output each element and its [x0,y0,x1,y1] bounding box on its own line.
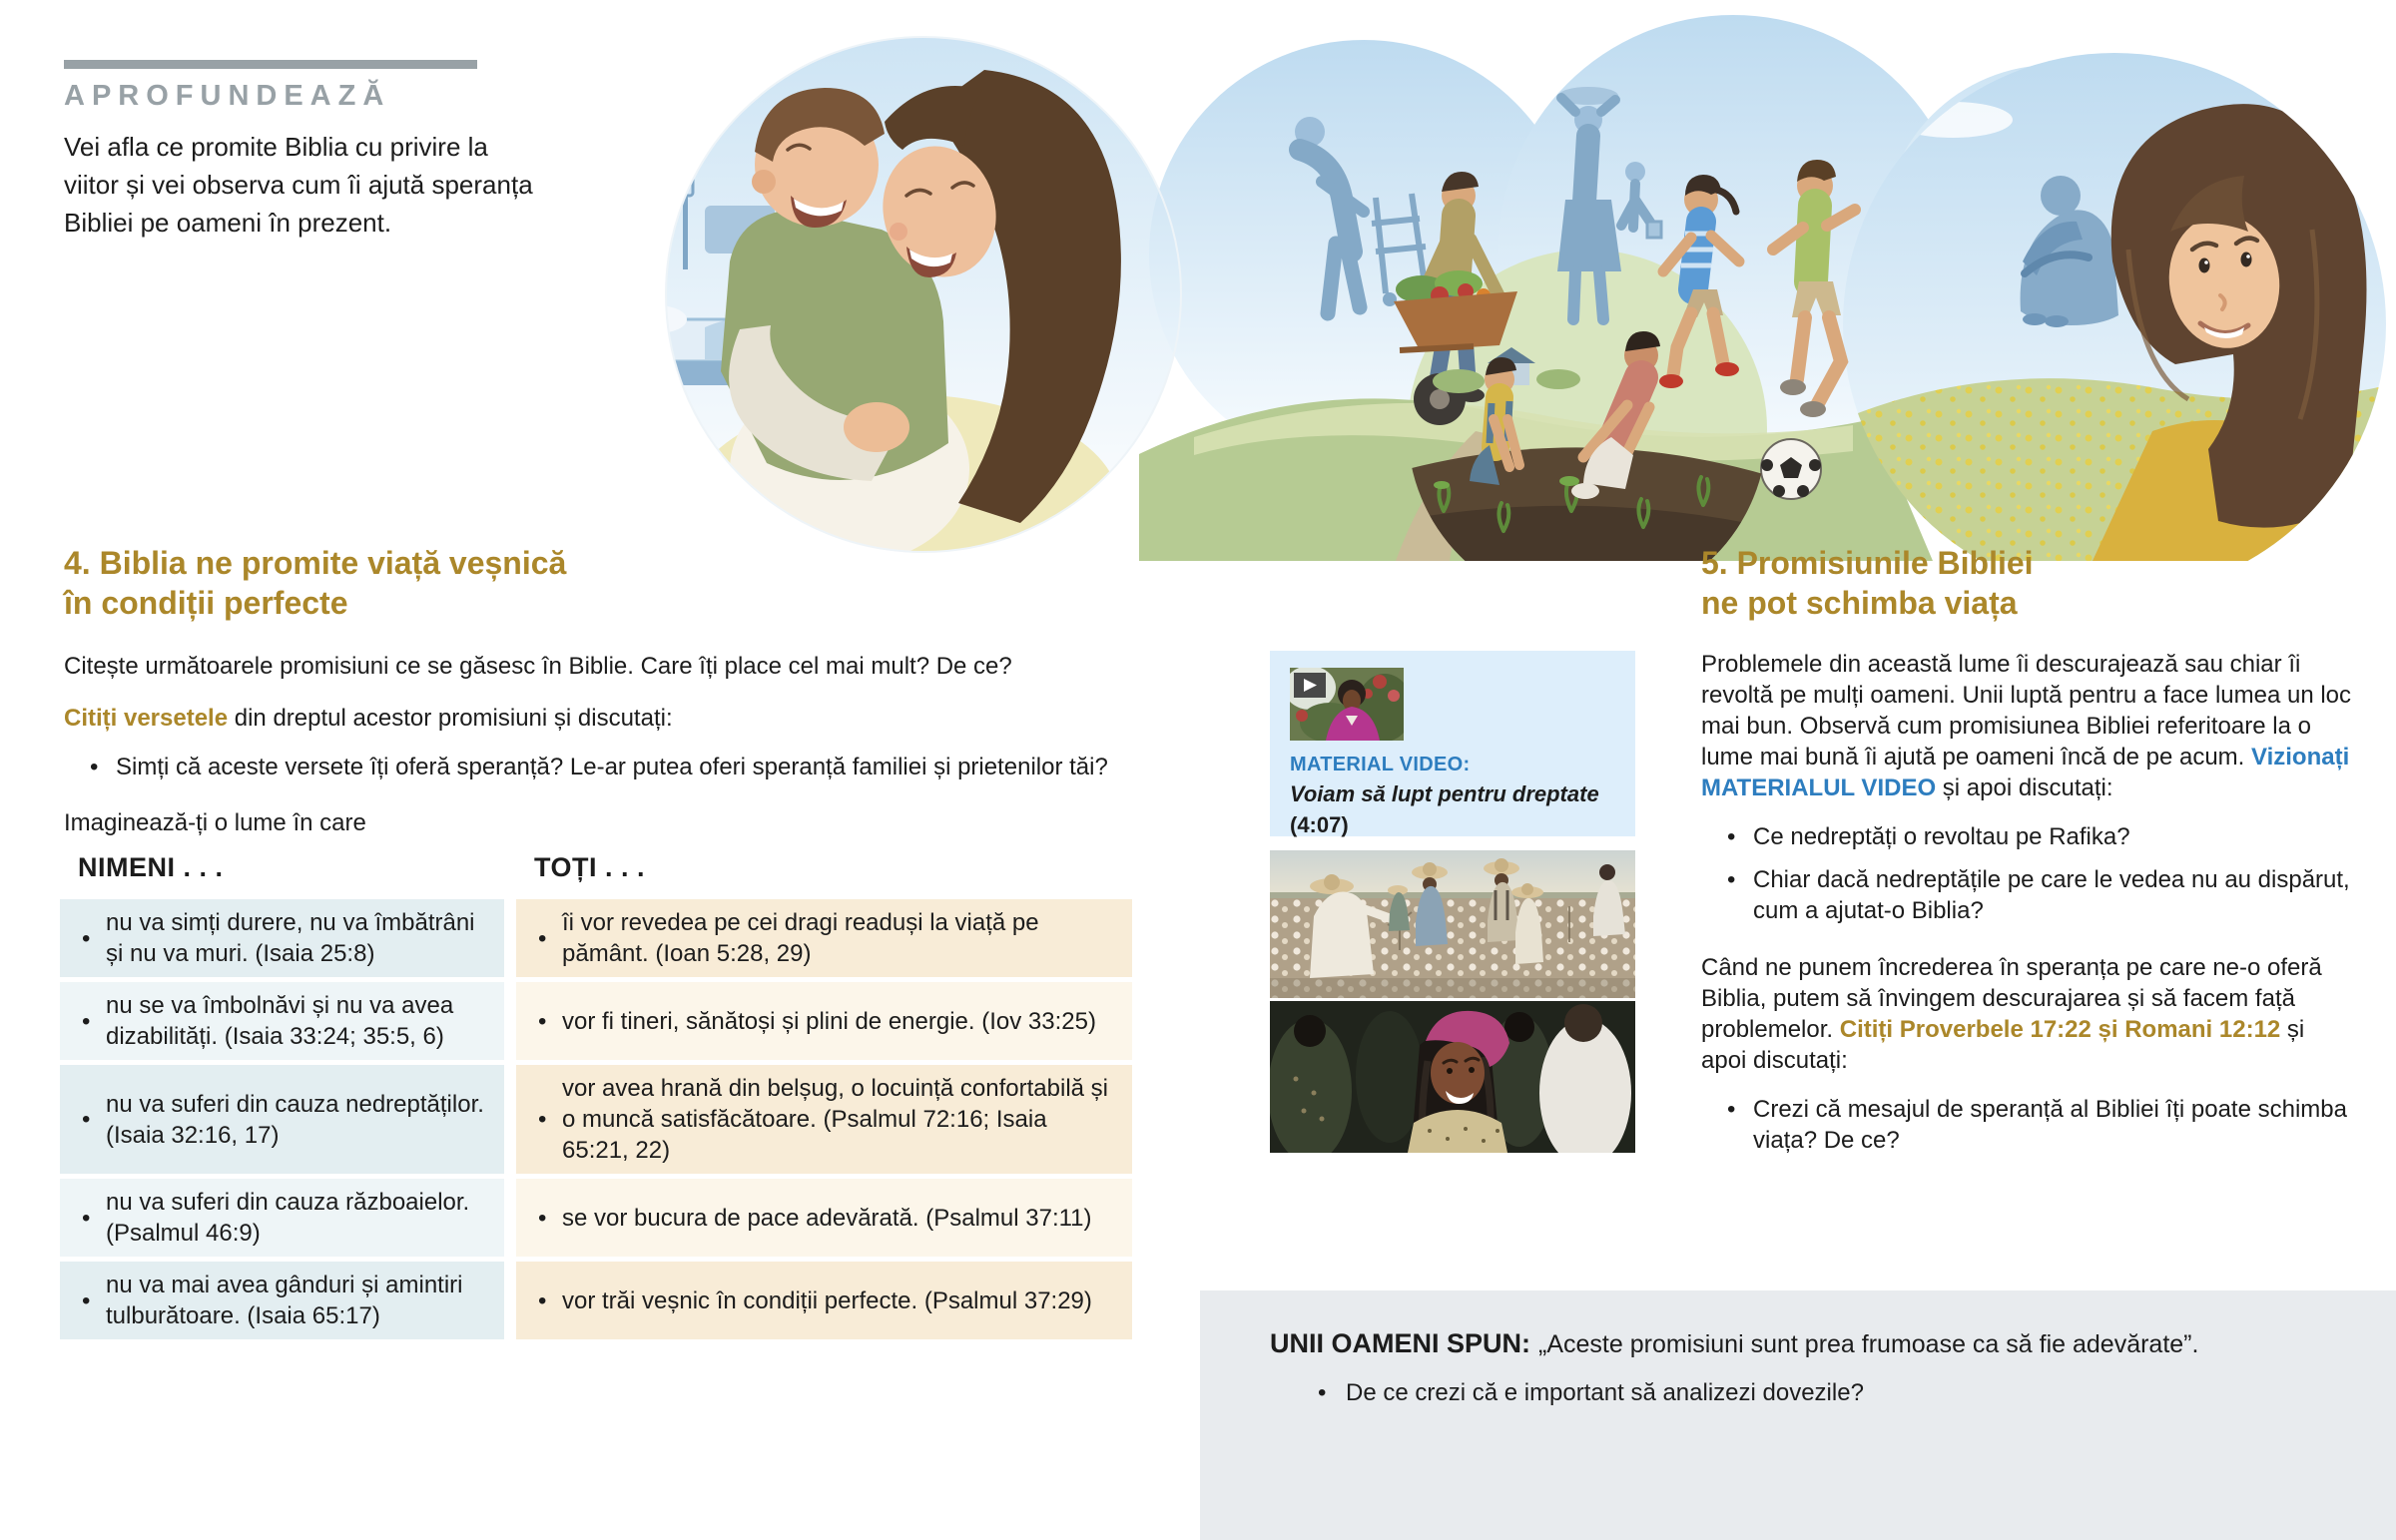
video-thumbnail[interactable] [1290,668,1404,741]
promise-text: vor fi tineri, sănătoși și plini de energie. (Iov 33:25) [562,1007,1096,1035]
question-text: Chiar dacă nedreptățile pe care le vedea nu au dispărut, cum a ajutat-o Biblia? [1753,866,2350,924]
section-5-title-line2: ne pot schimba viața [1701,585,2018,621]
some-people-say-list [1270,1377,2356,1408]
question-text: De ce crezi că e important să analizezi dovezile? [1346,1379,1864,1406]
section-5-paragraph-2 [1701,952,2355,1076]
bullet-icon: • [538,924,547,952]
table-cell-everyone [516,1065,1132,1174]
promise-text: nu va suferi din cauza războaielor. (Psalmul 46:9) [106,1189,470,1247]
read-verses-link[interactable]: Citiți versetele [64,705,229,732]
section-5-paragraph-1 [1701,649,2355,803]
soccer-ball-icon [1761,439,1821,499]
table-cell-everyone [516,982,1132,1060]
list-item [1701,864,2355,926]
promise-text: nu se va îmbolnăvi și nu va avea dizabilități. (Isaia 33:24; 35:5, 6) [106,992,454,1050]
table-row [60,1065,1132,1174]
promises-table [60,852,1132,1339]
section-5-title [1701,543,2355,623]
question-text: Crezi că mesajul de speranță al Bibliei îți poate schimba viața? De ce? [1753,1096,2347,1154]
section-4-question-list [64,752,1148,782]
table-cell-nobody [60,899,504,977]
section-5-question-list [1701,821,2355,926]
section-4-title [64,543,1148,623]
video-label: MATERIAL VIDEO: [1290,754,1471,775]
bullet-icon: • [82,1286,91,1314]
list-item [64,752,1148,782]
section-5-paragraph-1-text: Problemele din această lume îi descurajează sau chiar îi revoltă pe mulți oameni. Unii luptă pentru a face lumea un loc mai bun. Observă cum promisiunea Bibliei referitoare la o lume mai bună îi ajută pe oameni încă de pe acum. [1701,651,2352,770]
bullet-icon: • [82,1007,91,1035]
play-icon[interactable] [1294,673,1326,698]
column-header-nobody: NIMENI . . . [78,852,224,882]
promise-text: vor avea hrană din belșug, o locuință confortabilă și o muncă satisfăcătoare. (Psalmul 72:16; Isaia 65:21, 22) [562,1075,1109,1164]
table-row [60,899,1132,977]
table-cell-nobody [60,982,504,1060]
promises-table-header [60,852,1132,883]
table-cell-everyone [516,1262,1132,1339]
photo-rafika [1270,1001,1635,1153]
bullet-icon: • [1727,823,1736,850]
some-people-say-label: UNII OAMENI SPUN: [1270,1328,1531,1358]
some-people-say-line [1270,1327,2356,1361]
watch-video-link[interactable]: Vizionați MATERIALUL VIDEO [1701,744,2350,801]
section-5-paragraph-1-rest: și apoi discutați: [1936,774,2113,801]
section-4-paragraph-2 [64,703,1148,734]
table-cell-nobody [60,1262,504,1339]
table-cell-nobody [60,1179,504,1257]
section-4-title-line2: în condiții perfecte [64,585,348,621]
video-box [1270,651,1635,836]
bullet-icon: • [1727,1096,1736,1123]
table-row [60,1262,1132,1339]
read-scriptures-link[interactable]: Citiți Proverbele 17:22 și Romani 12:12 [1839,1016,2281,1043]
table-row [60,1179,1132,1257]
section-5-title-line1: 5. Promisiunile Bibliei [1701,545,2034,581]
promise-text: îi vor revedea pe cei dragi readuși la viață pe pământ. (Ioan 5:28, 29) [562,909,1039,967]
some-people-say-box [1200,1290,2396,1540]
section-4 [64,543,1148,1344]
bullet-icon: • [82,924,91,952]
masthead-label: APROFUNDEAZĂ [64,80,391,112]
video-title[interactable]: Voiam să lupt pentru dreptate [1290,781,1599,806]
list-item [1701,1094,2355,1156]
masthead-rule [64,60,477,69]
bullet-icon: • [1727,866,1736,893]
section-5-paragraph-2-text: Când ne punem încrederea în speranța pe care ne-o oferă Biblia, putem să învingem descurajarea și să facem față problemelor. [1701,954,2322,1043]
list-item [1270,1377,2356,1408]
table-row [60,982,1132,1060]
section-4-paragraph-3: Imaginează-ți o lume în care [64,809,366,836]
section-4-paragraph-1: Citește următoarele promisiuni ce se găsesc în Biblie. Care îți place cel mai mult? De ce? [64,653,1012,680]
column-header-everyone: TOȚI . . . [534,852,646,882]
some-people-say-quote: „Aceste promisiuni sunt prea frumoase ca să fie adevărate”. [1538,1330,2199,1358]
intro-text: Vei afla ce promite Biblia cu privire la viitor și vei observa cum îi ajută speranța Bibliei pe oameni în prezent. [64,132,533,238]
hero-illustration [555,0,2396,561]
promise-text: nu va mai avea gânduri și amintiri tulburătoare. (Isaia 65:17) [106,1272,463,1329]
section-5-discussion-list [1701,1094,2355,1156]
promise-text: vor trăi veșnic în condiții perfecte. (Psalmul 37:29) [562,1286,1092,1314]
table-cell-everyone [516,1179,1132,1257]
bullet-icon: • [1318,1379,1327,1406]
promise-text: se vor bucura de pace adevărată. (Psalmul 37:11) [562,1204,1092,1232]
bullet-icon: • [82,1106,91,1133]
photo-cotton-field [1270,850,1635,998]
bullet-icon: • [538,1106,547,1133]
bullet-icon: • [538,1204,547,1232]
section-4-title-line1: 4. Biblia ne promite viață veșnică [64,545,567,581]
promise-text: nu va suferi din cauza nedreptăților. (Isaia 32:16, 17) [106,1090,484,1149]
video-duration: (4:07) [1290,812,1349,837]
promise-text: nu va simți durere, nu va îmbătrâni și nu va muri. (Isaia 25:8) [106,909,475,967]
table-cell-everyone [516,899,1132,977]
question-text: Ce nedreptăți o revoltau pe Rafika? [1753,823,2130,850]
section-5-paragraph-2-rest: și apoi discutați: [1701,1016,2305,1074]
bullet-icon: • [90,754,99,780]
section-5 [1701,543,2355,1168]
bullet-icon: • [82,1204,91,1232]
question-text: Simți că aceste versete îți oferă speranță? Le-ar putea oferi speranță familiei și prietenilor tăi? [116,754,1108,780]
table-cell-nobody [60,1065,504,1174]
list-item [1701,821,2355,852]
bullet-icon: • [538,1286,547,1314]
bullet-icon: • [538,1007,547,1035]
section-4-paragraph-2-rest: din dreptul acestor promisiuni și discutați: [228,705,673,732]
